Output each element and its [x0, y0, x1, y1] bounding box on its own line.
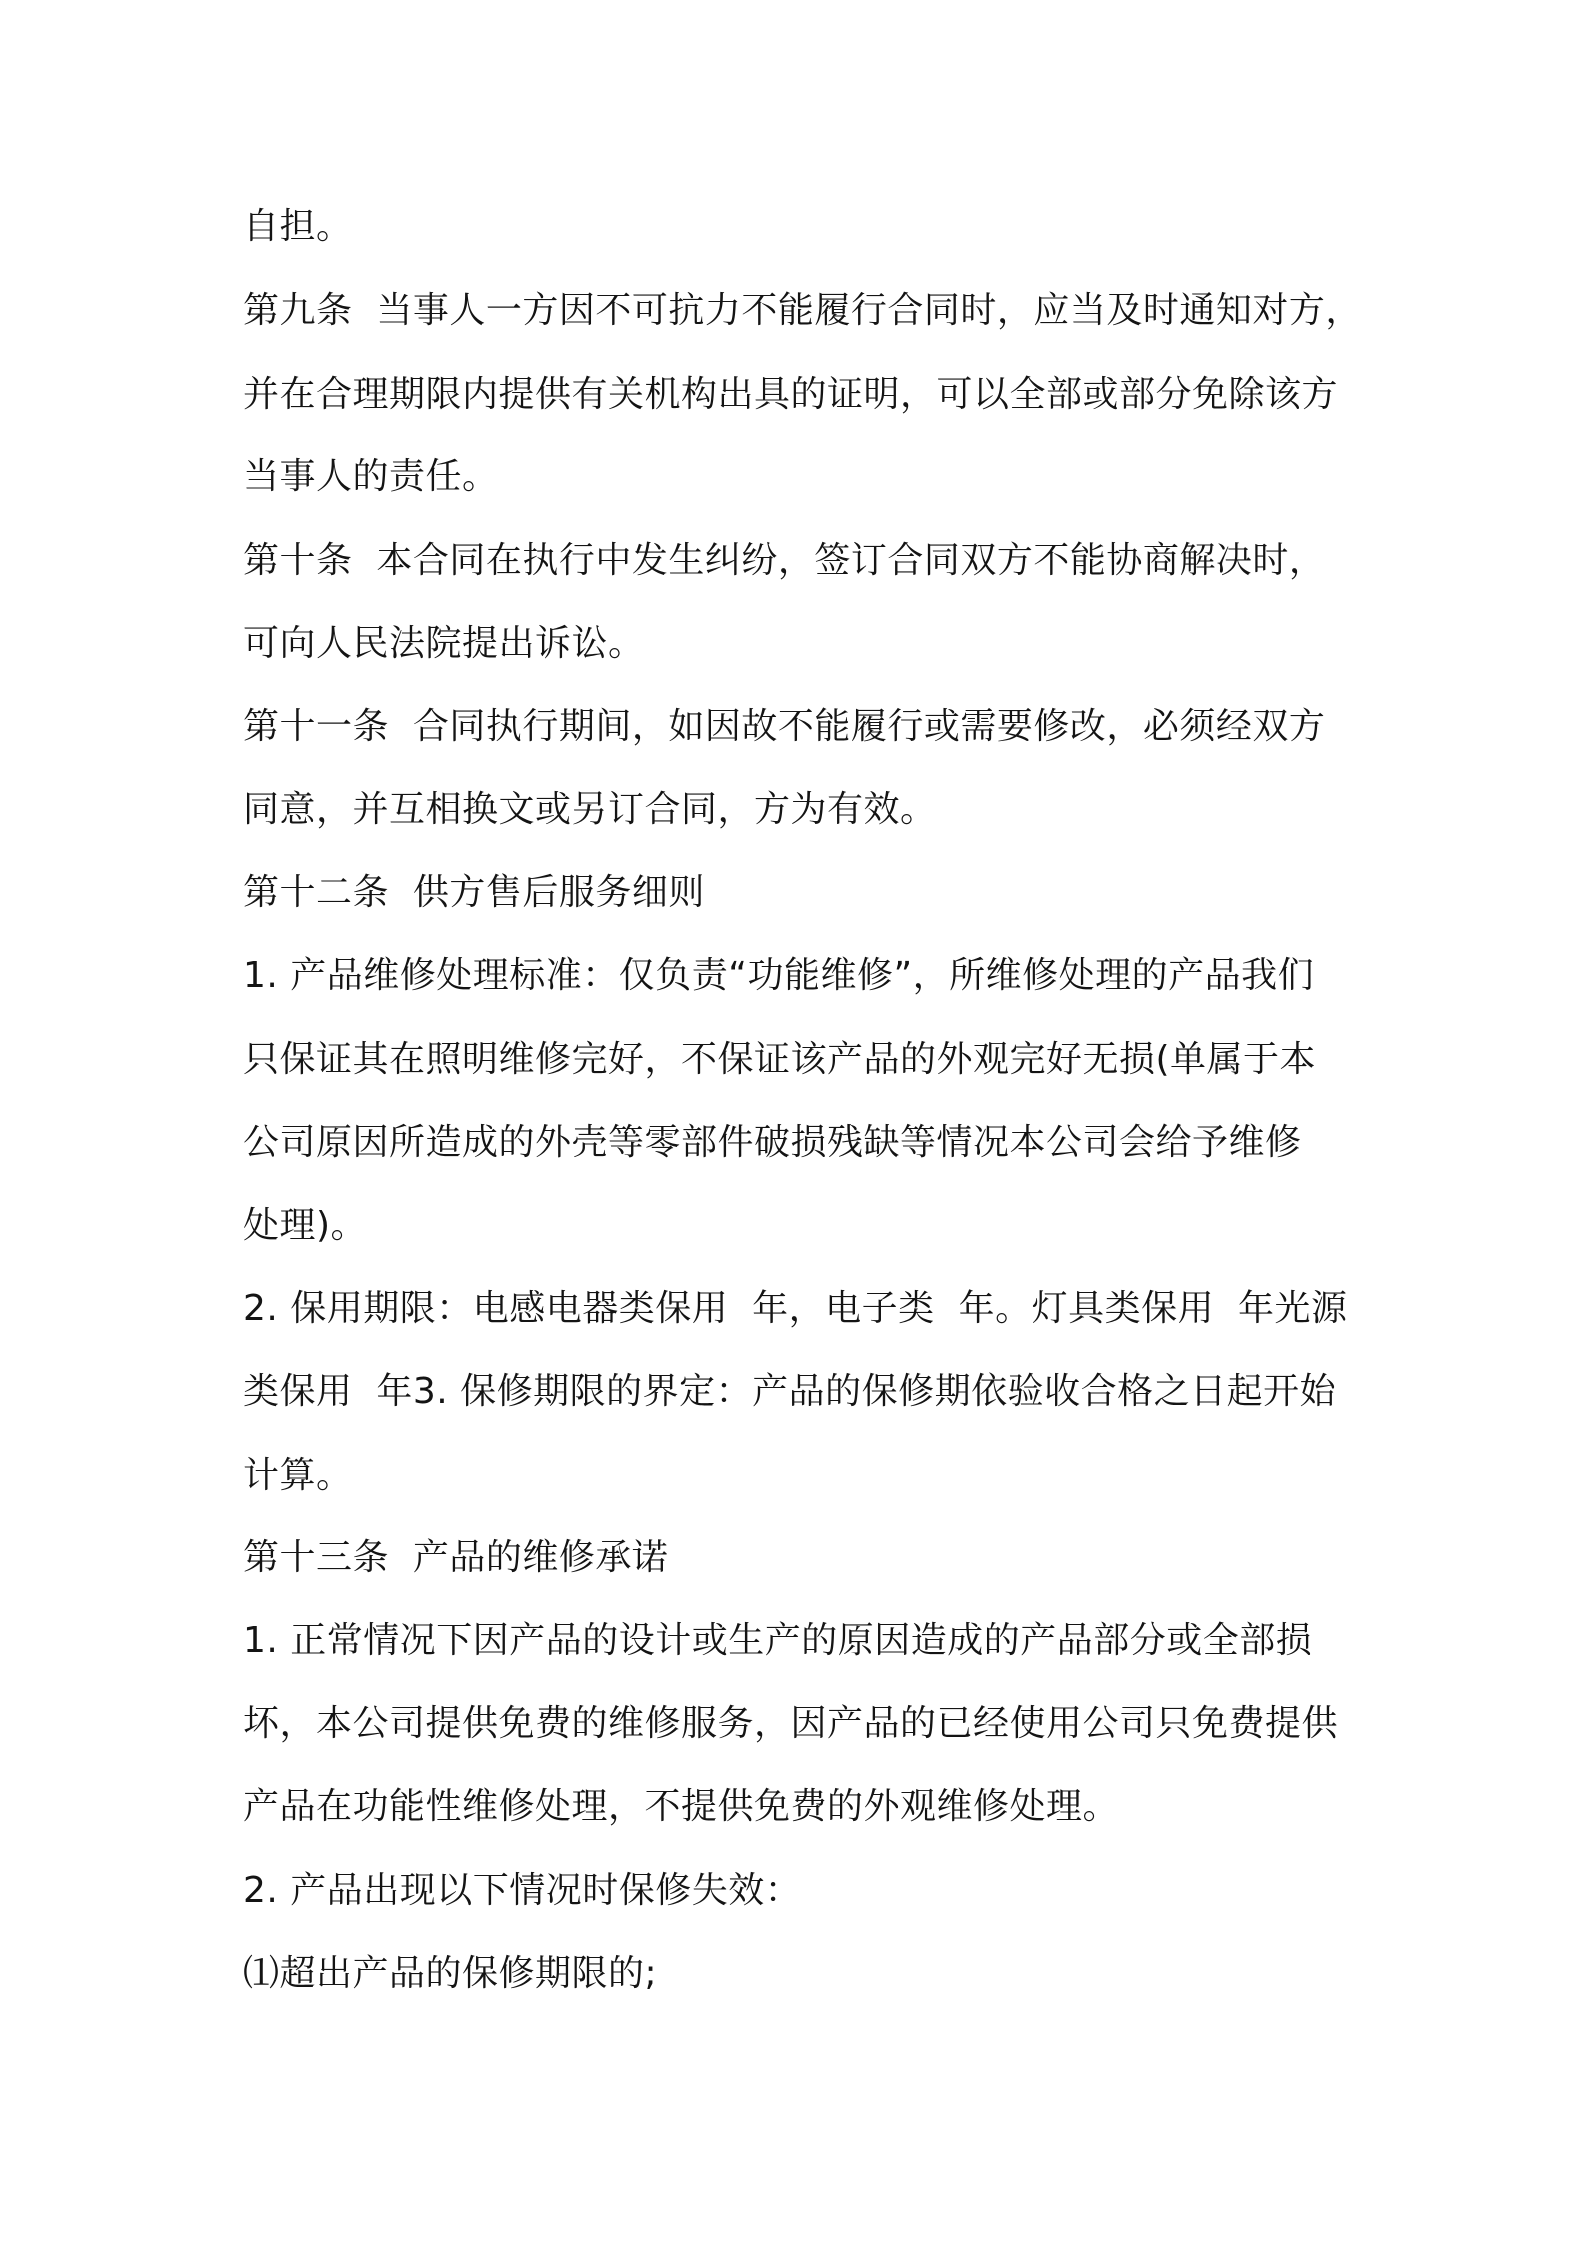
article-9-line-2: 并在合理期限内提供有关机构出具的证明，可以全部或部分免除该方 — [243, 374, 1339, 415]
article-11-line-2: 同意，并互相换文或另订合同，方为有效。 — [243, 789, 937, 830]
article-12-item-2-line-2: 类保用 年3. 保修期限的界定：产品的保修期依验收合格之日起开始 — [243, 1371, 1337, 1412]
article-13-item-2-subitem-1: ⑴超出产品的保修期限的; — [243, 1953, 658, 1994]
article-13-item-2-line-1: 2. 产品出现以下情况时保修失效： — [243, 1870, 802, 1911]
article-9-line-1: 第九条 当事人一方因不可抗力不能履行合同时，应当及时通知对方， — [243, 290, 1362, 331]
text-line-1: 自担。 — [243, 206, 353, 247]
article-13-heading: 第十三条 产品的维修承诺 — [243, 1537, 669, 1578]
article-12-heading: 第十二条 供方售后服务细则 — [243, 872, 705, 913]
article-13-item-1-line-3: 产品在功能性维修处理，不提供免费的外观维修处理。 — [243, 1786, 1120, 1827]
article-13-item-1-line-1: 1. 正常情况下因产品的设计或生产的原因造成的产品部分或全部损 — [243, 1620, 1313, 1661]
article-12-item-2-line-1: 2. 保用期限：电感电器类保用 年，电子类 年。灯具类保用 年光源 — [243, 1288, 1348, 1329]
article-10-line-1: 第十条 本合同在执行中发生纠纷，签订合同双方不能协商解决时， — [243, 540, 1326, 581]
article-11-line-1: 第十一条 合同执行期间，如因故不能履行或需要修改，必须经双方 — [243, 706, 1326, 747]
article-12-item-1-line-1: 1. 产品维修处理标准：仅负责“功能维修”，所维修处理的产品我们 — [243, 955, 1315, 996]
article-13-item-1-line-2: 坏，本公司提供免费的维修服务，因产品的已经使用公司只免费提供 — [243, 1703, 1339, 1744]
article-10-line-2: 可向人民法院提出诉讼。 — [243, 623, 645, 664]
article-12-item-1-line-4: 处理)。 — [243, 1205, 368, 1246]
article-12-item-2-line-3: 计算。 — [243, 1455, 353, 1496]
article-12-item-1-line-2: 只保证其在照明维修完好，不保证该产品的外观完好无损(单属于本 — [243, 1039, 1317, 1080]
article-9-line-3: 当事人的责任。 — [243, 456, 499, 497]
trailing-blank-line — [243, 2027, 1373, 2087]
article-12-item-1-line-3: 公司原因所造成的外壳等零部件破损残缺等情况本公司会给予维修 — [243, 1122, 1302, 1163]
